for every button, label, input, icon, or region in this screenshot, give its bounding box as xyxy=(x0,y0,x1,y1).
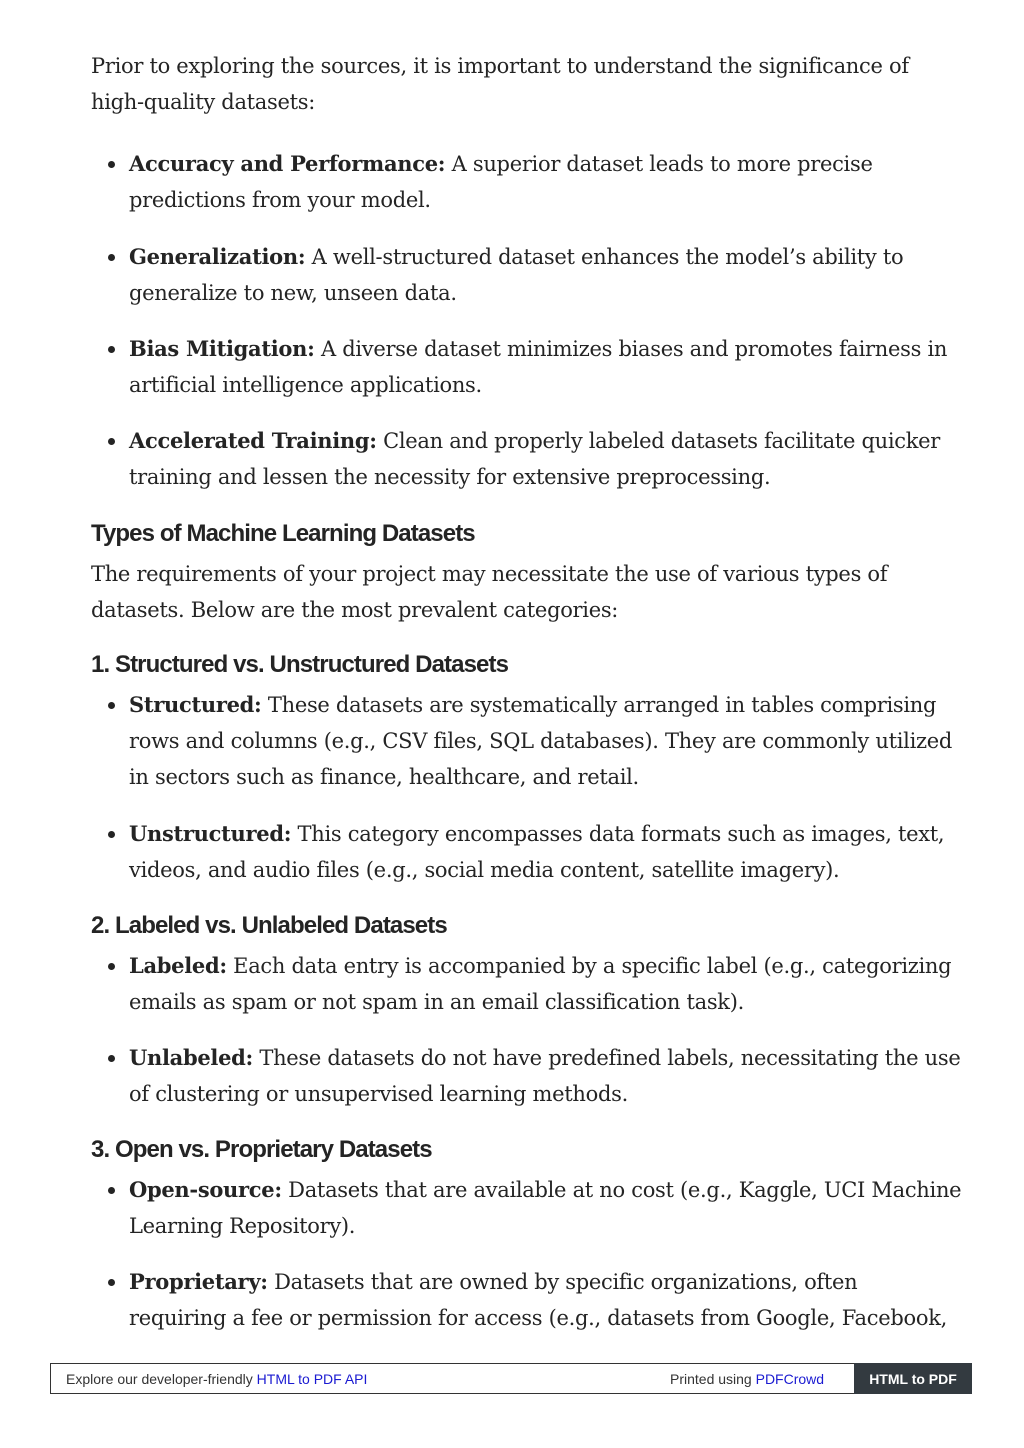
item-text: rows and columns (e.g., CSV files, SQL databases). They are commonly utilized xyxy=(129,729,953,753)
subsection-heading: 3. Open vs. Proprietary Datasets xyxy=(91,1136,432,1163)
item-term: Open-source: xyxy=(129,1177,282,1202)
paragraph-line: datasets. Below are the most prevalent categories: xyxy=(91,598,619,622)
item-term: Bias Mitigation: xyxy=(129,336,315,361)
item-term: Structured: xyxy=(129,692,262,717)
html-to-pdf-badge[interactable]: HTML to PDF xyxy=(854,1363,972,1394)
list-item xyxy=(129,331,948,403)
types-intro-paragraph xyxy=(91,556,887,628)
list-item xyxy=(129,1040,961,1112)
list-item xyxy=(129,816,945,888)
item-text: of clustering or unsupervised learning methods. xyxy=(129,1082,628,1106)
item-text: training and lessen the necessity for extensive preprocessing. xyxy=(129,465,771,489)
intro-paragraph xyxy=(91,48,909,120)
list-item xyxy=(129,687,953,795)
list-item xyxy=(129,239,941,311)
item-text: These datasets are systematically arranged in tables comprising xyxy=(261,693,937,717)
item-text: Datasets that are owned by specific organizations, often xyxy=(267,1270,858,1294)
list-item xyxy=(129,146,941,218)
subsection-heading: 2. Labeled vs. Unlabeled Datasets xyxy=(91,912,447,939)
footer-printed xyxy=(670,1371,824,1387)
item-term: Proprietary: xyxy=(129,1269,268,1294)
item-text: These datasets do not have predefined labels, necessitating the use xyxy=(253,1046,961,1070)
item-text: emails as spam or not spam in an email classification task). xyxy=(129,990,744,1014)
list-item xyxy=(129,948,952,1020)
item-text: generalize to new, unseen data. xyxy=(129,281,457,305)
list-item xyxy=(129,1172,962,1244)
item-text: Learning Repository). xyxy=(129,1214,356,1238)
item-term: Generalization: xyxy=(129,244,306,269)
footer-explore xyxy=(66,1371,367,1387)
item-text: A superior dataset leads to more precise xyxy=(445,152,873,176)
item-term: Unstructured: xyxy=(129,821,292,846)
list-item xyxy=(129,1264,947,1336)
item-text: Datasets that are available at no cost (e.g., Kaggle, UCI Machine xyxy=(281,1178,962,1202)
subsection-heading: 1. Structured vs. Unstructured Datasets xyxy=(91,651,509,678)
paragraph-line: The requirements of your project may necessitate the use of various types of xyxy=(91,562,888,586)
item-text: This category encompasses data formats such as images, text, xyxy=(291,822,945,846)
html-to-pdf-api-link[interactable]: HTML to PDF API xyxy=(256,1371,368,1387)
item-term: Labeled: xyxy=(129,953,227,978)
pdfcrowd-link[interactable]: PDFCrowd xyxy=(755,1371,825,1387)
section-heading: Types of Machine Learning Datasets xyxy=(91,520,475,547)
intro-line: high-quality datasets: xyxy=(91,90,316,114)
intro-line: Prior to exploring the sources, it is important to understand the significance of xyxy=(91,54,909,78)
item-term: Accelerated Training: xyxy=(129,428,377,453)
item-text: artificial intelligence applications. xyxy=(129,373,482,397)
footer-printed-text: Printed using xyxy=(670,1371,756,1387)
item-text: requiring a fee or permission for access (e.g., datasets from Google, Facebook, xyxy=(129,1306,947,1330)
item-text: Clean and properly labeled datasets facilitate quicker xyxy=(376,429,940,453)
footer-explore-text: Explore our developer-friendly xyxy=(66,1371,257,1387)
item-term: Unlabeled: xyxy=(129,1045,253,1070)
item-term: Accuracy and Performance: xyxy=(129,151,446,176)
item-text: Each data entry is accompanied by a specific label (e.g., categorizing xyxy=(226,954,952,978)
item-text: predictions from your model. xyxy=(129,188,431,212)
list-item xyxy=(129,423,941,495)
item-text: A well-structured dataset enhances the model’s ability to xyxy=(305,245,904,269)
item-text: A diverse dataset minimizes biases and promotes fairness in xyxy=(314,337,948,361)
item-text: in sectors such as finance, healthcare, and retail. xyxy=(129,765,639,789)
item-text: videos, and audio files (e.g., social media content, satellite imagery). xyxy=(129,858,840,882)
pdfcrowd-footer xyxy=(50,1363,972,1394)
